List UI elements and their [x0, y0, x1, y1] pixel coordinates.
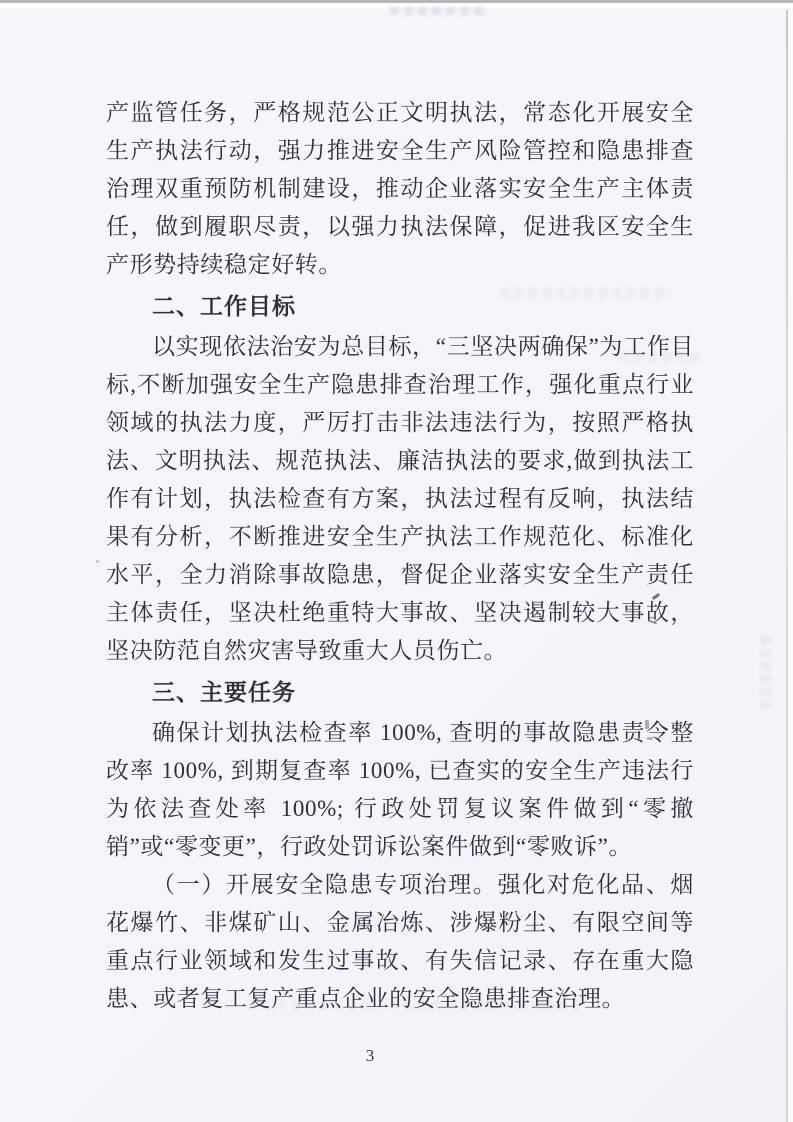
body-paragraph-work-goals: 以实现依法治安为总目标，“三坚决两确保”为工作目标,不断加强安全生产隐患排查治理工作，强化重点行业领域的执法力度，严厉打击非法违法行为，按照严格执法、文明执法、规范执法、廉洁执法的要求,做到执法工作有计划，执法检查有方案，执法过程有反响，执法结果有分析，不断推进安全生产执法工作规范化、标准化水平，全力消除事故隐患，督促企业落实安全生产责任主体责任，坚决杜绝重特大事故、坚决遏制较大事故，坚决防范自然灾害导致重大人员伤亡。 [106, 334, 694, 663]
page-number: 3 [365, 1046, 375, 1065]
body-paragraph-special-treatment: （一）开展安全隐患专项治理。强化对危化品、烟花爆竹、非煤矿山、金属冶炼、涉爆粉尘、有限空间等重点行业领域和发生过事故、有失信记录、存在重大隐患、或者复工复产重点企业的安全隐患排查治理。 [106, 872, 694, 1011]
scan-bleedthrough-smudge [760, 636, 771, 708]
body-paragraph-continuation: 产监管任务，严格规范公正文明执法，常态化开展安全生产执法行动，强力推进安全生产风险管控和隐患排查治理双重预防机制建设，推动企业落实安全生产主体责任，做到履职尽责，以强力执法保障，促进我区安全生产形势持续稳定好转。 [106, 100, 694, 277]
scan-speck [96, 560, 99, 563]
scan-bleedthrough-smudge [390, 6, 485, 15]
body-paragraph-targets: 确保计划执法检查率 100%, 查明的事故隐患责令整改率 100%, 到期复查率 100%, 已查实的安全生产违法行为依法查处率 100%; 行政处罚复议案件做到“零撤销”或“零变更”，行政处罚诉讼案件做到“零败诉”。 [106, 720, 694, 859]
scan-right-margin [788, 10, 793, 1122]
document-body [106, 94, 694, 1018]
scan-right-edge-line [786, 10, 788, 1122]
section-heading-work-goals: 二、工作目标 [152, 294, 296, 319]
section-heading-main-tasks: 三、主要任务 [152, 680, 296, 705]
